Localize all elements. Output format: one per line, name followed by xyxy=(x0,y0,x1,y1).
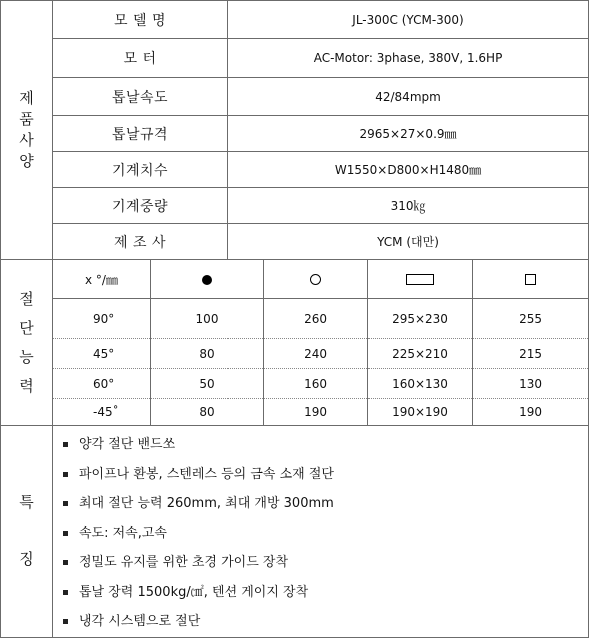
angle-cell: 45° xyxy=(53,339,151,369)
angle-cell: -45˚ xyxy=(53,399,151,426)
spec-label: 톱날규격 xyxy=(53,116,228,152)
bullet-icon xyxy=(63,442,68,447)
feature-text: 최대 절단 능력 260mm, 최대 개방 300mm xyxy=(79,496,334,511)
spec-value: JL-300C (YCM-300) xyxy=(228,1,589,39)
capacity-cell: 240 xyxy=(264,339,368,369)
heading-char: 능 xyxy=(19,347,34,366)
spec-label: 모 델 명 xyxy=(53,1,228,39)
capacity-cell: 260 xyxy=(264,299,368,339)
capacity-cell: 160 xyxy=(264,369,368,399)
column-open-circle xyxy=(264,260,368,299)
angle-cell: 90° xyxy=(53,299,151,339)
spec-label: 톱날속도 xyxy=(53,78,228,116)
capacity-cell: 225×210 xyxy=(368,339,473,369)
bullet-icon xyxy=(63,501,68,506)
feature-text: 양각 절단 밴드쏘 xyxy=(79,437,176,452)
heading-char: 절 xyxy=(19,289,34,308)
bullet-icon xyxy=(63,531,68,536)
heading-char: 력 xyxy=(19,376,34,395)
bullet-icon xyxy=(63,619,68,624)
spec-value: YCM (대만) xyxy=(228,224,589,260)
capacity-cell: 215 xyxy=(473,339,589,369)
feature-text: 냉각 시스템으로 절단 xyxy=(79,614,201,629)
capacity-cell: 255 xyxy=(473,299,589,339)
heading-char: 징 xyxy=(19,550,34,569)
spec-label: 기계중량 xyxy=(53,188,228,224)
open-circle-icon xyxy=(310,274,321,285)
capacity-cell: 80 xyxy=(151,339,264,369)
cutting-section-heading xyxy=(1,260,53,426)
capacity-cell: 80 xyxy=(151,399,264,426)
bullet-icon xyxy=(63,472,68,477)
feature-item xyxy=(63,489,588,519)
spec-label: 기계치수 xyxy=(53,152,228,188)
feature-text: 파이프나 환봉, 스텐레스 등의 금속 소재 절단 xyxy=(79,466,334,482)
capacity-cell: 100 xyxy=(151,299,264,339)
feature-text: 톱날 장력 1500kg/㎠, 텐션 게이지 장착 xyxy=(79,584,309,600)
spec-label: 모 터 xyxy=(53,39,228,78)
heading-char: 품 xyxy=(19,110,34,128)
feature-item xyxy=(63,519,588,549)
spec-label: 제 조 사 xyxy=(53,224,228,260)
column-square xyxy=(473,260,589,299)
feature-item xyxy=(63,430,588,460)
feature-item xyxy=(63,460,588,490)
capacity-cell: 50 xyxy=(151,369,264,399)
spec-value: 42/84mpm xyxy=(228,78,589,116)
heading-char: 특 xyxy=(19,493,34,512)
feature-item xyxy=(63,548,588,578)
capacity-cell: 295×230 xyxy=(368,299,473,339)
angle-cell: 60° xyxy=(53,369,151,399)
features-section-heading xyxy=(1,426,53,638)
bullet-icon xyxy=(63,590,68,595)
column-wide-rectangle xyxy=(368,260,473,299)
bullet-icon xyxy=(63,560,68,565)
filled-circle-icon xyxy=(202,275,212,285)
feature-item xyxy=(63,607,588,637)
heading-char: 제 xyxy=(19,89,34,107)
spec-value: W1550×D800×H1480㎜ xyxy=(228,152,589,188)
square-icon xyxy=(525,274,536,285)
capacity-cell: 190×190 xyxy=(368,399,473,426)
feature-item xyxy=(63,578,588,608)
features-list xyxy=(53,430,588,637)
feature-text: 정밀도 유지를 위한 초경 가이드 장착 xyxy=(79,555,289,570)
heading-char: 사 xyxy=(19,131,34,149)
spec-value: AC-Motor: 3phase, 380V, 1.6HP xyxy=(228,39,589,78)
heading-char: 단 xyxy=(19,318,34,337)
column-filled-circle xyxy=(151,260,264,299)
spec-value: 310㎏ xyxy=(228,188,589,224)
capacity-cell: 190 xyxy=(473,399,589,426)
spec-section-heading xyxy=(1,1,53,260)
heading-char: 양 xyxy=(19,152,34,170)
capacity-cell: 160×130 xyxy=(368,369,473,399)
angle-size-header: x °/㎜ xyxy=(53,260,151,299)
features-list-cell xyxy=(53,426,589,638)
feature-text: 속도: 저속,고속 xyxy=(79,525,167,541)
capacity-cell: 130 xyxy=(473,369,589,399)
capacity-cell: 190 xyxy=(264,399,368,426)
wide-rectangle-icon xyxy=(406,274,434,285)
spec-value: 2965×27×0.9㎜ xyxy=(228,116,589,152)
